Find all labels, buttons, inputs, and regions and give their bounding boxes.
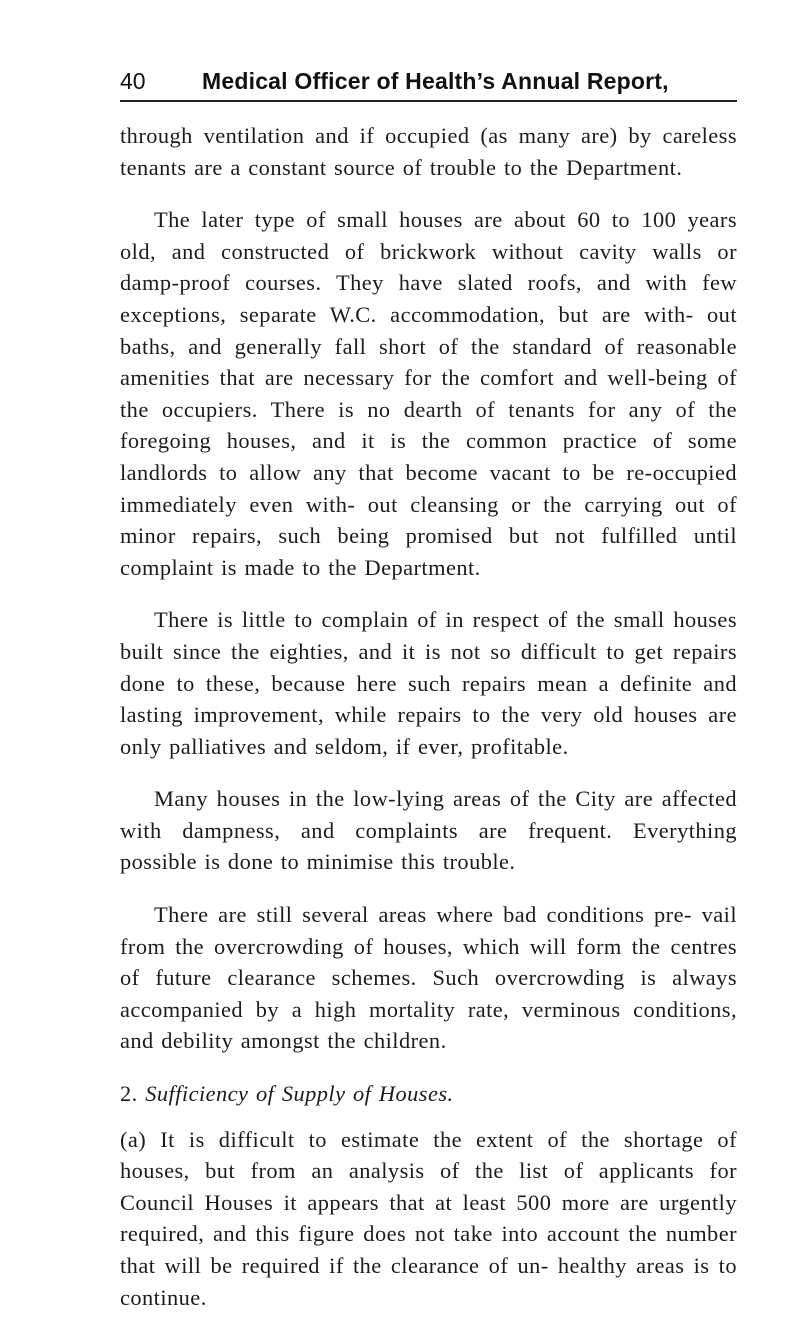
section-number: 2. (120, 1081, 138, 1107)
paragraph-eighties-houses: There is little to complain of in respect of the small houses built since the eighties, and it is not so difficult to get repairs done to these, because here such repairs mean a definite and lasting improvement, while repairs to the very old houses are only palliatives and seldom, if ever, profitable. (120, 607, 737, 759)
document-body (120, 120, 737, 1334)
header-rule (120, 100, 737, 102)
paragraph-overcrowding: There are still several areas where bad conditions pre- vail from the overcrowding of houses, which will form the centres of future clearance schemes. Such overcrowding is always accompanied by a high mortality rate, verminous conditions, and debility amongst the children. (120, 902, 737, 1054)
paragraph-later-type-houses: The later type of small houses are about 60 to 100 years old, and constructed of brickwork without cavity walls or damp-proof courses. They have slated roofs, and with few exceptions, separate W.C. accommodation, but are with- out baths, and generally fall short of the standard of reasonable amenities that are necessary for the comfort and well-being of the occupiers. There is no dearth of tenants for any of the foregoing houses, and it is the common practice of some landlords to allow any that become vacant to be re-occupied immediately even with- out cleansing or the carrying out of minor repairs, such being promised but not fulfilled until complaint is made to the Department. (120, 207, 737, 580)
paragraph-dampness: Many houses in the low-lying areas of the City are affected with dampness, and complaints are frequent. Everything possible is done to minimise this trouble. (120, 786, 737, 875)
page-number: 40 (120, 68, 146, 94)
section-title: Sufficiency of Supply of Houses. (145, 1081, 454, 1107)
paragraph-housing-shortage: (a) It is difficult to estimate the extent of the shortage of houses, but from an analysis of the list of applicants for Council Houses it appears that at least 500 more are urgently required, and this figure does not take into account the number that will be required if the clearance of un- healthy areas is to continue. (120, 1126, 737, 1310)
running-title: Medical Officer of Health’s Annual Report, (202, 68, 669, 94)
paragraph-ventilation: through ventilation and if occupied (as many are) by careless tenants are a constant source of trouble to the Department. (120, 123, 737, 180)
section-heading (120, 1078, 737, 1110)
